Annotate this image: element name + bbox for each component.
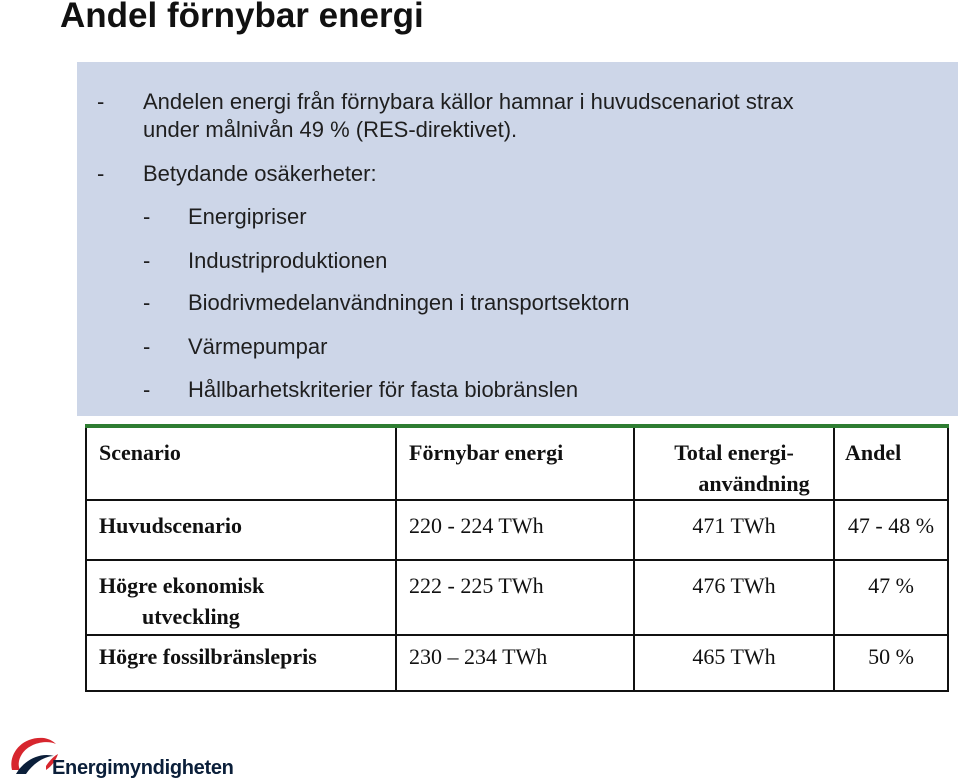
bullet-dash: - [143,204,151,229]
page-title: Andel förnybar energi [60,0,424,35]
header-total [634,426,834,500]
header-total-line1: Total energi- [674,440,794,465]
header-scenario: Scenario [86,426,396,500]
cell-total: 465 TWh [634,635,834,691]
bullet-text: Betydande osäkerheter: [143,161,377,186]
header-total-line2: användning [698,471,810,496]
bullet-dash: - [143,290,151,315]
bullet-dash: - [143,248,151,273]
table-header-row [86,426,948,500]
table-row [86,635,948,691]
cell-total: 471 TWh [634,500,834,560]
scenario-table [85,424,949,692]
bullet-text: Andelen energi från förnybara källor hamnar i huvudscenariot strax [143,89,794,114]
table-row [86,500,948,560]
bullet-main-1-cont: under målnivån 49 % (RES-direktivet). [143,117,518,142]
cell-renewable: 222 - 225 TWh [396,560,634,634]
sub-bullet-text: Värmepumpar [188,334,328,359]
cell-scenario: Högre fossilbränslepris [86,635,396,691]
cell-scenario-line2: utveckling [142,604,240,630]
sub-bullet-text: Energipriser [188,204,307,229]
cell-scenario-line1: Högre ekonomisk [99,573,265,599]
sub-bullet-text: Biodrivmedelanvändningen i transportsektorn [188,290,630,315]
cell-renewable: 230 – 234 TWh [396,635,634,691]
cell-share: 47 - 48 % [834,500,948,560]
cell-scenario: Huvudscenario [86,500,396,560]
cell-share: 47 % [834,560,948,634]
bullet-dash: - [97,89,105,114]
header-renewable: Förnybar energi [396,426,634,500]
energimyndigheten-logo [6,730,234,782]
bullet-dash: - [143,334,151,359]
cell-renewable: 220 - 224 TWh [396,500,634,560]
cell-total: 476 TWh [634,560,834,634]
table-row [86,560,948,634]
bullet-dash: - [97,161,105,186]
logo-text: Energimyndigheten [52,757,234,779]
sub-bullet-text: Hållbarhetskriterier för fasta biobränslen [188,377,579,402]
bullet-dash: - [143,377,151,402]
sub-bullet-text: Industriproduktionen [188,248,388,273]
cell-scenario [86,560,396,634]
cell-share: 50 % [834,635,948,691]
header-share: Andel [834,426,948,500]
